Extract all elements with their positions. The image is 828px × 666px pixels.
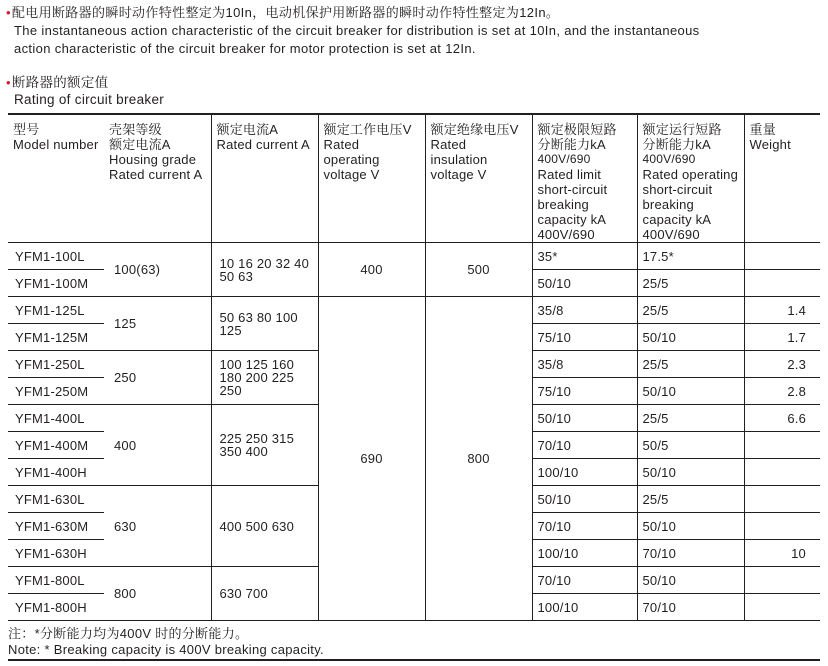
cell-limit: 75/10 <box>532 378 637 405</box>
cell-current: 400 500 630 <box>211 486 318 567</box>
cell-limit: 50/10 <box>532 405 637 432</box>
section-heading-en: Rating of circuit breaker <box>14 92 165 107</box>
header-operating-en5: 400V/690 <box>642 227 700 242</box>
rating-table <box>8 113 820 621</box>
table-note <box>8 626 820 657</box>
header-limit-capacity <box>532 114 637 243</box>
cell-operating: 25/5 <box>637 297 744 324</box>
cell-weight <box>744 243 820 270</box>
cell-model: YFM1-630H <box>8 540 104 567</box>
cell-weight <box>744 270 820 297</box>
cell-model: YFM1-800L <box>8 567 104 594</box>
header-model-en: Model number <box>13 137 99 152</box>
cell-limit: 70/10 <box>532 567 637 594</box>
header-current-en: Rated current A <box>216 137 310 152</box>
header-limit-zh2: 分断能力kA <box>537 137 606 152</box>
cell-weight <box>744 567 820 594</box>
cell-current: 225 250 315 350 400 <box>211 405 318 486</box>
cell-operating: 50/10 <box>637 567 744 594</box>
cell-limit: 50/10 <box>532 486 637 513</box>
cell-frame: 100(63) <box>104 243 211 297</box>
cell-current: 10 16 20 32 40 50 63 <box>211 243 318 297</box>
note-zh: 注：*分断能力均为400V 时的分断能力。 <box>8 626 249 641</box>
cell-model: YFM1-250L <box>8 351 104 378</box>
header-operating-capacity <box>637 114 744 243</box>
cell-weight: 1.4 <box>744 297 820 324</box>
header-weight-en: Weight <box>749 137 791 152</box>
cell-weight: 1.7 <box>744 324 820 351</box>
cell-limit: 70/10 <box>532 513 637 540</box>
cell-model: YFM1-100L <box>8 243 104 270</box>
cell-model: YFM1-250M <box>8 378 104 405</box>
cell-operating: 25/5 <box>637 405 744 432</box>
cell-model: YFM1-630L <box>8 486 104 513</box>
cell-model: YFM1-400L <box>8 405 104 432</box>
header-frame <box>104 114 211 243</box>
header-voltage <box>318 114 425 243</box>
cell-model: YFM1-100M <box>8 270 104 297</box>
header-frame-zh1: 壳架等级 <box>109 122 162 137</box>
cell-model: YFM1-125L <box>8 297 104 324</box>
cell-model: YFM1-800H <box>8 594 104 621</box>
cell-weight <box>744 594 820 621</box>
header-voltage-zh: 额定工作电压V <box>323 122 412 137</box>
header-insulation-en1: Rated <box>430 137 467 152</box>
section-heading <box>6 74 164 108</box>
header-current <box>211 114 318 243</box>
cell-operating: 50/10 <box>637 324 744 351</box>
header-weight-zh: 重量 <box>749 122 776 137</box>
header-limit-en3: breaking <box>537 197 589 212</box>
cell-frame: 250 <box>104 351 211 405</box>
header-frame-zh2: 额定电流A <box>109 137 171 152</box>
cell-weight <box>744 513 820 540</box>
intro-en-line-1: The instantaneous action characteristic of the circuit breaker for distribution is set at 10In, and the instantaneous <box>14 23 700 38</box>
header-limit-en2: short-circuit <box>537 182 608 197</box>
cell-operating: 17.5* <box>637 243 744 270</box>
cell-limit: 100/10 <box>532 540 637 567</box>
cell-model: YFM1-400H <box>8 459 104 486</box>
cell-operating: 70/10 <box>637 594 744 621</box>
header-frame-en2: Rated current A <box>109 167 203 182</box>
header-current-zh: 额定电流A <box>216 122 279 137</box>
table-row <box>8 243 820 270</box>
intro-en-line-2: action characteristic of the circuit breaker for motor protection is set at 12In. <box>14 41 476 56</box>
cell-frame: 125 <box>104 297 211 351</box>
header-limit-en5: 400V/690 <box>537 227 595 242</box>
header-voltage-en3: voltage V <box>323 167 380 182</box>
header-operating-zh3: 400V/690 <box>642 152 696 166</box>
cell-operating: 25/5 <box>637 270 744 297</box>
table-row <box>8 297 820 324</box>
header-voltage-en1: Rated <box>323 137 360 152</box>
cell-limit: 50/10 <box>532 270 637 297</box>
cell-operating: 50/10 <box>637 513 744 540</box>
bottom-divider <box>8 659 820 661</box>
header-model-zh: 型号 <box>13 122 40 137</box>
cell-weight: 2.8 <box>744 378 820 405</box>
header-operating-zh1: 额定运行短路 <box>642 122 722 137</box>
header-model <box>8 114 104 243</box>
cell-operating: 25/5 <box>637 486 744 513</box>
header-operating-en4: capacity kA <box>642 212 712 227</box>
cell-limit: 100/10 <box>532 459 637 486</box>
cell-operating: 50/10 <box>637 459 744 486</box>
cell-weight: 2.3 <box>744 351 820 378</box>
intro-paragraph <box>6 4 824 58</box>
table-header-row <box>8 114 820 243</box>
cell-operating: 50/5 <box>637 432 744 459</box>
cell-model: YFM1-400M <box>8 432 104 459</box>
cell-weight <box>744 486 820 513</box>
section-heading-zh: 断路器的额定值 <box>11 75 109 90</box>
header-insulation-en2: insulation <box>430 152 488 167</box>
header-operating-en3: breaking <box>642 197 694 212</box>
cell-model: YFM1-630M <box>8 513 104 540</box>
cell-weight: 10 <box>744 540 820 567</box>
cell-frame: 400 <box>104 405 211 486</box>
cell-weight: 6.6 <box>744 405 820 432</box>
intro-zh-line <box>6 4 824 22</box>
header-operating-en2: short-circuit <box>642 182 713 197</box>
cell-limit: 100/10 <box>532 594 637 621</box>
section-heading-zh-line <box>6 74 164 91</box>
header-insulation-zh: 额定绝缘电压V <box>430 122 519 137</box>
bullet-icon: • <box>6 75 11 90</box>
cell-limit: 75/10 <box>532 324 637 351</box>
cell-operating: 50/10 <box>637 378 744 405</box>
cell-insulation: 500 <box>425 243 532 297</box>
cell-frame: 630 <box>104 486 211 567</box>
cell-operating: 70/10 <box>637 540 744 567</box>
cell-limit: 70/10 <box>532 432 637 459</box>
header-weight <box>744 114 820 243</box>
cell-insulation: 800 <box>425 297 532 621</box>
cell-weight <box>744 432 820 459</box>
cell-limit: 35/8 <box>532 297 637 324</box>
header-operating-zh2: 分断能力kA <box>642 137 711 152</box>
header-insulation <box>425 114 532 243</box>
cell-current: 50 63 80 100 125 <box>211 297 318 351</box>
intro-zh-text: 配电用断路器的瞬时动作特性整定为10In，电动机保护用断路器的瞬时动作特性整定为12In。 <box>11 5 560 20</box>
header-operating-en1: Rated operating <box>642 167 739 182</box>
cell-model: YFM1-125M <box>8 324 104 351</box>
header-voltage-en2: operating <box>323 152 380 167</box>
cell-frame: 800 <box>104 567 211 621</box>
bullet-icon: • <box>6 5 11 20</box>
note-en: Note: * Breaking capacity is 400V breaking capacity. <box>8 641 324 657</box>
header-limit-en4: capacity kA <box>537 212 607 227</box>
cell-current: 100 125 160 180 200 225 250 <box>211 351 318 405</box>
cell-weight <box>744 459 820 486</box>
cell-current: 630 700 <box>211 567 318 621</box>
cell-limit: 35* <box>532 243 637 270</box>
cell-voltage: 400 <box>318 243 425 297</box>
header-limit-en1: Rated limit <box>537 167 602 182</box>
header-limit-zh3: 400V/690 <box>537 152 591 166</box>
header-insulation-en3: voltage V <box>430 167 487 182</box>
header-limit-zh1: 额定极限短路 <box>537 122 617 137</box>
header-frame-en1: Housing grade <box>109 152 197 167</box>
cell-voltage: 690 <box>318 297 425 621</box>
cell-limit: 35/8 <box>532 351 637 378</box>
cell-operating: 25/5 <box>637 351 744 378</box>
